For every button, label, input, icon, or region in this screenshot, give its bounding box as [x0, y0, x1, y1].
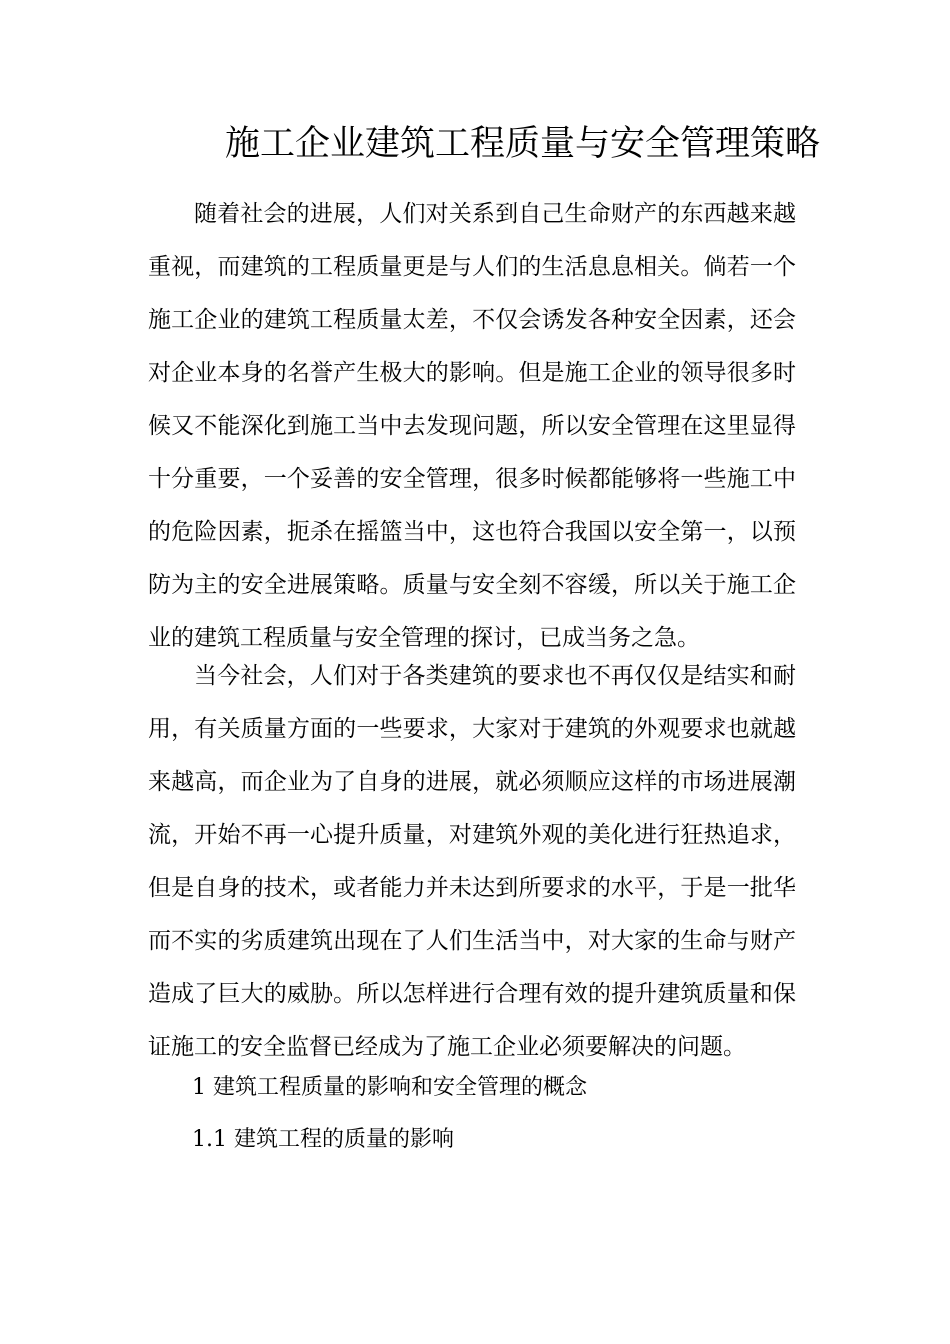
subsection-heading: 1.1 建筑工程的质量的影响 — [192, 1127, 454, 1152]
paragraph-2: 当今社会，人们对于各类建筑的要求也不再仅仅是结实和耐用，有关质量方面的一些要求，大家对于建筑的外观要求也就越来越高，而企业为了自身的进展，就必须顺应这样的市场进展潮流，开始不再一心提升质量，对建筑外观的美化进行狂热追求，但是自身的技术，或者能力并未达到所要求的水平，于是一批华而不实的劣质建筑出现在了人们生活当中，对大家的生命与财产造成了巨大的威胁。所以怎样进行合理有效的提升建筑质量和保证施工的安全监督已经成为了施工企业必须要解决的问题。 — [148, 663, 796, 1060]
paragraph-1: 随着社会的进展，人们对关系到自己生命财产的东西越来越重视，而建筑的工程质量更是与人们的生活息息相关。倘若一个施工企业的建筑工程质量太差，不仅会诱发各种安全因素，还会对企业本身的名誉产生极大的影响。但是施工企业的领导很多时候又不能深化到施工当中去发现问题，所以安全管理在这里显得十分重要，一个妥善的安全管理，很多时候都能够将一些施工中的危险因素，扼杀在摇篮当中，这也符合我国以安全第一，以预防为主的安全进展策略。质量与安全刻不容缓，所以关于施工企业的建筑工程质量与安全管理的探讨，已成当务之急。 — [148, 201, 796, 651]
paragraph-2-block — [148, 650, 796, 1074]
section-heading: 1 建筑工程质量的影响和安全管理的概念 — [192, 1075, 587, 1100]
document-title: 施工企业建筑工程质量与安全管理策略 — [225, 124, 821, 164]
paragraph-1-block — [148, 188, 796, 665]
